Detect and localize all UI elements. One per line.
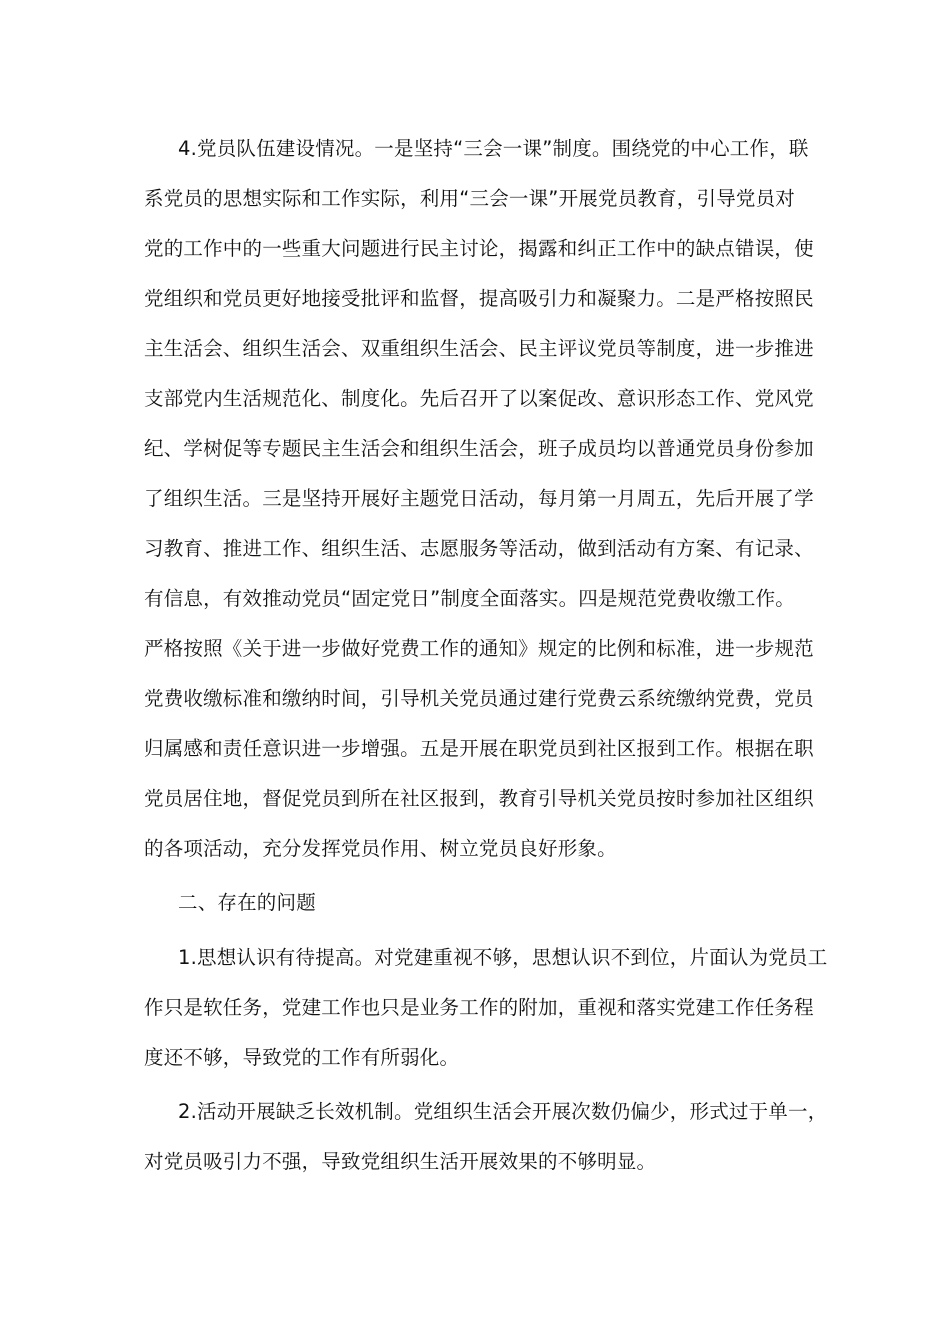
text-line: 的各项活动，充分发挥党员作用、树立党员良好形象。 — [144, 837, 617, 860]
text-line: 党费收缴标准和缴纳时间，引导机关党员通过建行党费云系统缴纳党费，党员 — [144, 687, 814, 710]
text-line: 习教育、推进工作、组织生活、志愿服务等活动，做到活动有方案、有记录、 — [144, 537, 814, 560]
text-line: 主生活会、组织生活会、双重组织生活会、民主评议党员等制度，进一步推进 — [144, 337, 814, 360]
text-line: 有信息，有效推动党员“固定党日”制度全面落实。四是规范党费收缴工作。 — [144, 587, 796, 610]
text-line: 严格按照《关于进一步做好党费工作的通知》规定的比例和标准，进一步规范 — [144, 637, 814, 660]
text-line: 归属感和责任意识进一步增强。五是开展在职党员到社区报到工作。根据在职 — [144, 737, 814, 760]
text-line: 1.思想认识有待提高。对党建重视不够，思想认识不到位，片面认为党员工 — [178, 946, 828, 969]
text-line: 2.活动开展缺乏长效机制。党组织生活会开展次数仍偏少，形式过于单一， — [178, 1100, 828, 1123]
section-heading: 二、存在的问题 — [178, 891, 316, 914]
text-line: 纪、学树促等专题民主生活会和组织生活会，班子成员均以普通党员身份参加 — [144, 437, 814, 460]
text-line: 4.党员队伍建设情况。一是坚持“三会一课”制度。围绕党的中心工作，联 — [178, 137, 809, 160]
text-line: 了组织生活。三是坚持开展好主题党日活动，每月第一月周五，先后开展了学 — [144, 487, 814, 510]
text-line: 党组织和党员更好地接受批评和监督，提高吸引力和凝聚力。二是严格按照民 — [144, 287, 814, 310]
text-line: 度还不够，导致党的工作有所弱化。 — [144, 1046, 460, 1069]
text-line: 系党员的思想实际和工作实际，利用“三会一课”开展党员教育，引导党员对 — [144, 187, 796, 210]
text-line: 作只是软任务，党建工作也只是业务工作的附加，重视和落实党建工作任务程 — [144, 996, 814, 1019]
text-line: 党的工作中的一些重大问题进行民主讨论，揭露和纠正工作中的缺点错误，使 — [144, 237, 814, 260]
text-line: 支部党内生活规范化、制度化。先后召开了以案促改、意识形态工作、党风党 — [144, 387, 814, 410]
text-line: 党员居住地，督促党员到所在社区报到，教育引导机关党员按时参加社区组织 — [144, 787, 814, 810]
text-line: 对党员吸引力不强，导致党组织生活开展效果的不够明显。 — [144, 1150, 657, 1173]
